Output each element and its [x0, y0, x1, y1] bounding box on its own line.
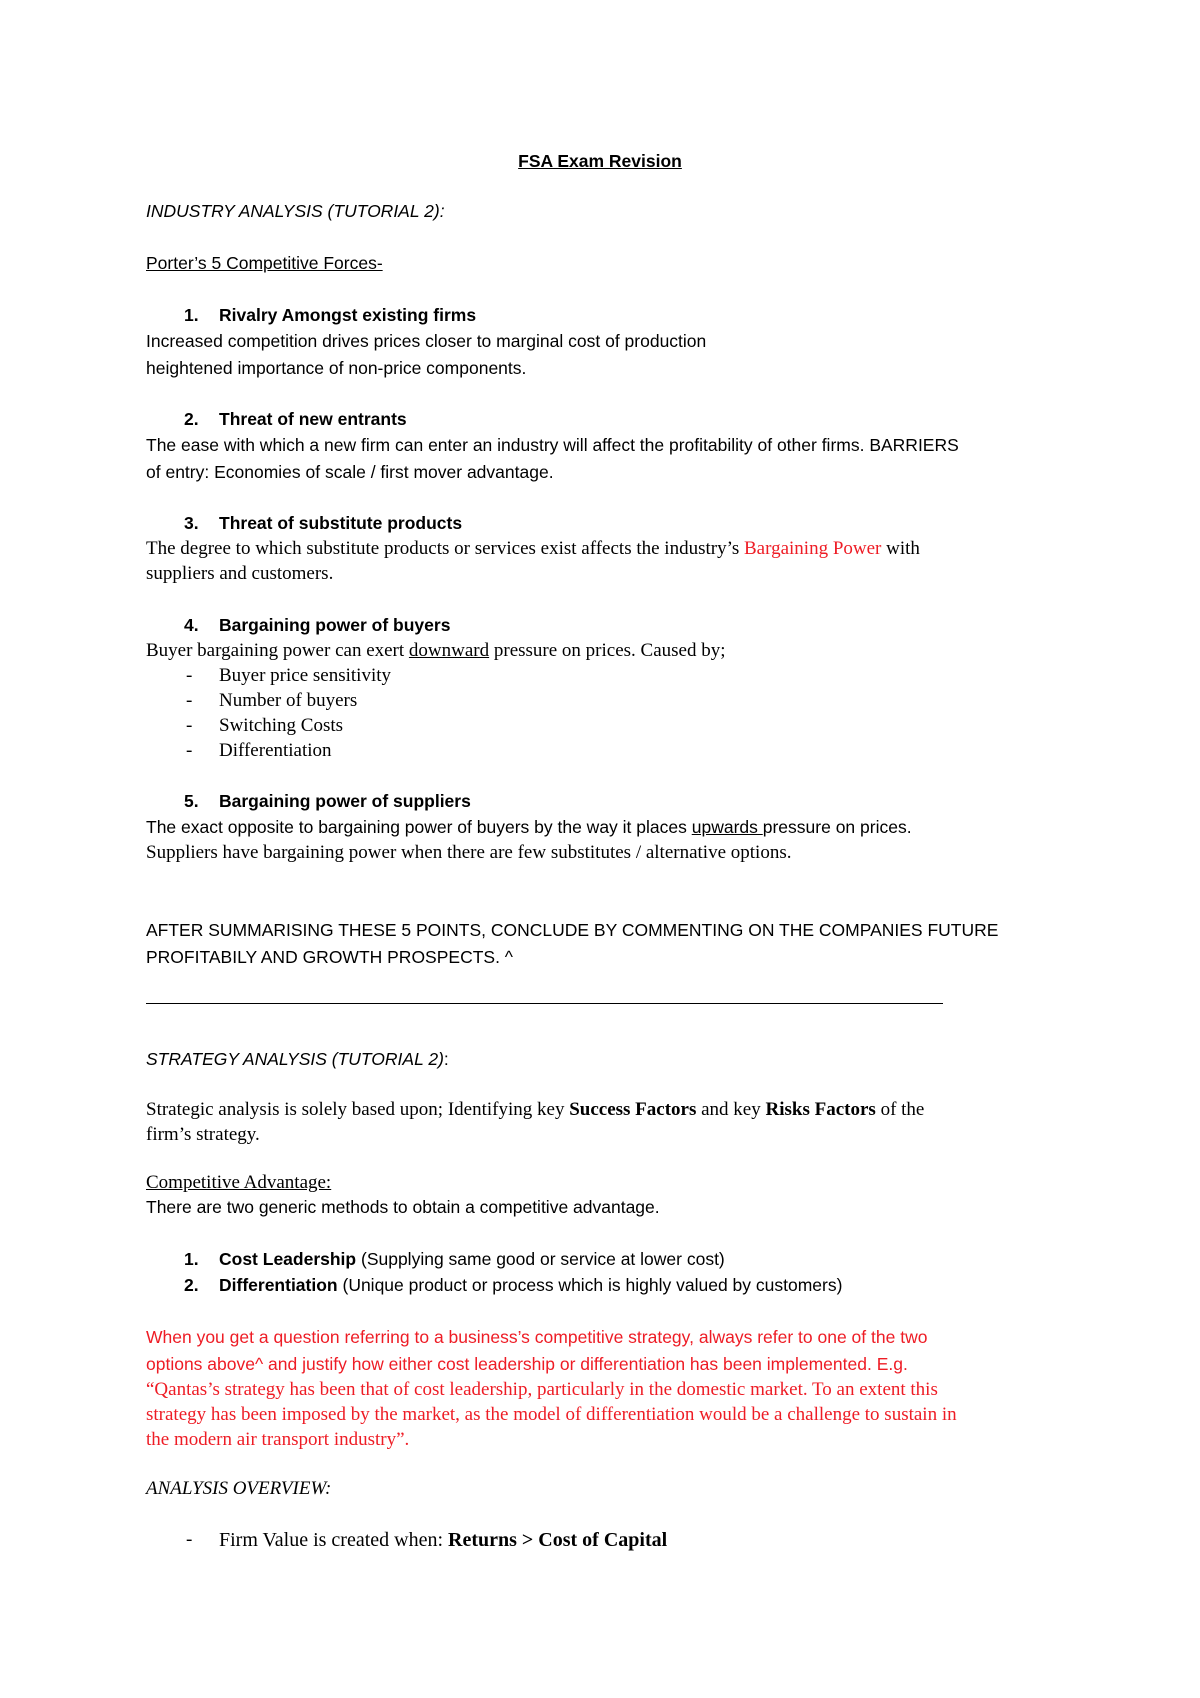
competitive-advantage-heading: Competitive Advantage: [146, 1172, 332, 1193]
method-2-number: 2. [184, 1275, 199, 1295]
qantas-example-line: “Qantas’s strategy has been that of cost leadership, particularly in the domestic market. To an extent this [146, 1379, 938, 1400]
force-5-text-line: Suppliers have bargaining power when there are few substitutes / alternative options. [146, 842, 792, 863]
force-3-heading [146, 515, 462, 533]
strategy-note-line: When you get a question referring to a business’s competitive strategy, always refer to one of the two [146, 1327, 928, 1347]
method-1-description: (Supplying same good or service at lower cost) [356, 1249, 725, 1269]
force-1-text-line: heightened importance of non-price components. [146, 358, 527, 378]
force-4-text: Buyer bargaining power can exert [146, 640, 409, 661]
force-4-intro [146, 641, 726, 660]
analysis-overview-heading: ANALYSIS OVERVIEW: [146, 1478, 332, 1499]
force-2-heading [146, 411, 407, 429]
force-5-text: pressure on prices. [762, 817, 912, 837]
conclusion-line: AFTER SUMMARISING THESE 5 POINTS, CONCLUDE BY COMMENTING ON THE COMPANIES FUTURE [146, 920, 999, 940]
method-1-number: 1. [184, 1249, 199, 1269]
force-2-label: Threat of new entrants [219, 409, 407, 429]
force-2-text-line: The ease with which a new firm can enter an industry will affect the profitability of other firms. BARRIERS [146, 435, 959, 455]
risk-factors-bold: Risks Factors [765, 1099, 876, 1120]
force-4-heading [146, 617, 450, 635]
strategy-intro-text: and key [696, 1099, 766, 1120]
strategy-intro-line [146, 1100, 924, 1119]
method-2-description: (Unique product or process which is highly valued by customers) [337, 1275, 843, 1295]
force-3-text: with [881, 538, 920, 559]
strategy-intro-text: of the [875, 1099, 925, 1120]
force-1-text-line: Increased competition drives prices closer to marginal cost of production [146, 331, 707, 351]
force-1-number: 1. [184, 305, 199, 325]
bullet-item: Differentiation [219, 740, 332, 761]
force-2-text-line: of entry: Economies of scale / first mover advantage. [146, 462, 554, 482]
method-2-label: Differentiation [219, 1275, 338, 1295]
strategy-intro-line: firm’s strategy. [146, 1124, 260, 1145]
force-5-text-line [146, 819, 912, 837]
firm-value-bullet [219, 1530, 667, 1550]
bullet-dash: - [186, 740, 193, 761]
success-factors-bold: Success Factors [569, 1099, 697, 1120]
bullet-item: Buyer price sensitivity [219, 665, 392, 686]
bullet-item: Switching Costs [219, 715, 344, 736]
force-3-text-line: suppliers and customers. [146, 563, 334, 584]
firm-value-text: Firm Value is created when: [219, 1529, 449, 1551]
bullet-dash: - [186, 690, 193, 711]
method-2 [146, 1277, 842, 1295]
force-4-label: Bargaining power of buyers [219, 615, 451, 635]
bargaining-power-highlight: Bargaining Power [744, 538, 882, 559]
force-5-number: 5. [184, 791, 199, 811]
strategy-note-line: options above^ and justify how either cost leadership or differentiation has been implemented. E.g. [146, 1354, 908, 1374]
page-title: FSA Exam Revision [518, 151, 682, 171]
force-1-heading [146, 307, 476, 325]
qantas-example-line: the modern air transport industry”. [146, 1429, 410, 1450]
bullet-dash: - [186, 715, 193, 736]
competitive-advantage-text: There are two generic methods to obtain a competitive advantage. [146, 1197, 660, 1217]
force-3-label: Threat of substitute products [219, 513, 463, 533]
force-5-heading [146, 793, 471, 811]
method-1 [146, 1251, 725, 1269]
force-2-number: 2. [184, 409, 199, 429]
force-4-number: 4. [184, 615, 199, 635]
conclusion-line: PROFITABILY AND GROWTH PROSPECTS. ^ [146, 947, 514, 967]
bullet-dash: - [186, 1529, 193, 1550]
firm-value-formula: Returns > Cost of Capital [448, 1529, 668, 1551]
force-1-label: Rivalry Amongst existing firms [219, 305, 477, 325]
strategy-analysis-heading [146, 1051, 449, 1069]
section-divider [146, 1003, 943, 1004]
force-3-text-line [146, 539, 920, 558]
qantas-example-line: strategy has been imposed by the market, as the model of differentiation would be a challenge to sustain in [146, 1404, 957, 1425]
method-1-label: Cost Leadership [219, 1249, 357, 1269]
strategy-intro-text: Strategic analysis is solely based upon; Identifying key [146, 1099, 570, 1120]
bullet-item: Number of buyers [219, 690, 358, 711]
strategy-heading-colon: : [443, 1049, 449, 1069]
industry-analysis-heading: INDUSTRY ANALYSIS (TUTORIAL 2): [146, 201, 445, 221]
upwards-underlined: upwards [691, 817, 763, 837]
force-5-label: Bargaining power of suppliers [219, 791, 471, 811]
bullet-dash: - [186, 665, 193, 686]
force-3-text: The degree to which substitute products or services exist affects the industry’s [146, 538, 744, 559]
force-5-text: The exact opposite to bargaining power of buyers by the way it places [146, 817, 692, 837]
force-3-number: 3. [184, 513, 199, 533]
strategy-heading-text: STRATEGY ANALYSIS (TUTORIAL 2) [146, 1049, 444, 1069]
downward-underlined: downward [408, 640, 490, 661]
porters-forces-subheading: Porter’s 5 Competitive Forces- [146, 253, 383, 273]
force-4-text: pressure on prices. Caused by; [489, 640, 726, 661]
